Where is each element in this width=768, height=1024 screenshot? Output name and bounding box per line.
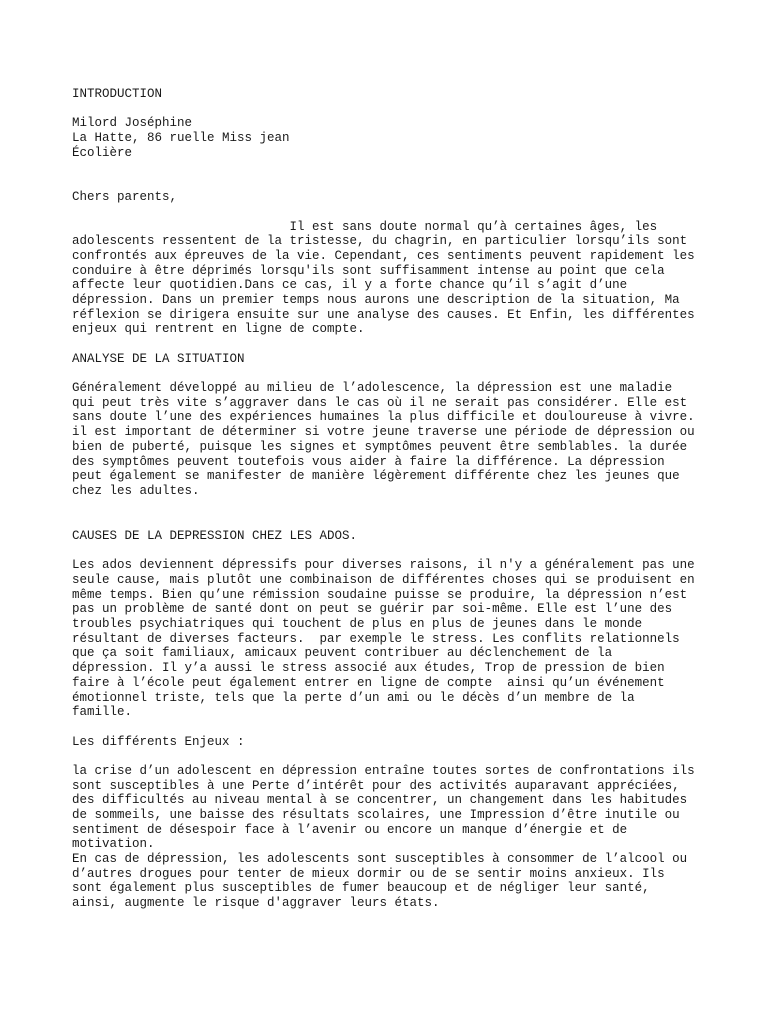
text-line: la crise d’un adolescent en dépression entraîne toutes sortes de confrontations ils (72, 763, 695, 778)
analysis-paragraph (72, 381, 712, 499)
text-line: seule cause, mais plutôt une combinaison de différentes choses qui se produisent en (72, 573, 695, 588)
text-line: d’autres drogues pour tenter de mieux dormir ou de se sentir moins anxieux. Ils (72, 866, 665, 881)
text-line: émotionnel triste, tels que la perte d’un ami ou le décès d’un membre de la (72, 690, 635, 705)
text-line: peut également se manifester de manière légèrement différente chez les jeunes que (72, 469, 680, 484)
text-line: des symptômes peuvent toutefois vous aider à faire la différence. La dépression (72, 454, 665, 469)
text-line: de sommeils, une baisse des résultats scolaires, une Impression d’être inutile ou (72, 808, 680, 823)
text-line: adolescents ressentent de la tristesse, du chagrin, en particulier lorsqu’ils sont (72, 234, 688, 249)
text-line: Généralement développé au milieu de l’adolescence, la dépression est une maladie (72, 381, 673, 396)
text-line: il est important de déterminer si votre jeune traverse une période de dépression ou (72, 425, 695, 440)
text-line: sans doute l’une des expériences humaines la plus difficile et douloureuse à vivre. (72, 410, 695, 425)
sender-name: Milord Joséphine (72, 116, 193, 131)
spacer (72, 749, 712, 764)
text-line: dépression. Il y’a aussi le stress associé aux études, Trop de pression de bien (72, 661, 665, 676)
text-line: ainsi, augmente le risque d'aggraver leurs états. (72, 896, 440, 911)
text-line: résultant de diverses facteurs. par exemple le stress. Les conflits relationnels (72, 631, 680, 646)
spacer (72, 205, 712, 220)
text-line: que ça soit familiaux, amicaux peuvent contribuer au déclenchement de la (72, 646, 613, 661)
text-line: enjeux qui rentrent en ligne de compte. (72, 322, 365, 337)
sender-block (72, 116, 712, 160)
heading-analysis: ANALYSE DE LA SITUATION (72, 351, 245, 366)
text-line: faire à l’école peut également entrer en ligne de compte ainsi qu’un événement (72, 675, 665, 690)
causes-paragraph (72, 558, 712, 720)
spacer (72, 160, 712, 189)
spacer (72, 544, 712, 559)
text-line: conduire à être déprimés lorsqu'ils sont suffisamment intense au point que cela (72, 263, 665, 278)
text-line: chez les adultes. (72, 483, 200, 498)
sender-address: La Hatte, 86 ruelle Miss jean (72, 131, 290, 146)
heading-causes: CAUSES DE LA DEPRESSION CHEZ LES ADOS. (72, 528, 358, 543)
spacer (72, 102, 712, 117)
sender-role: Écolière (72, 145, 133, 160)
spacer (72, 499, 712, 528)
salutation: Chers parents, (72, 190, 178, 205)
text-line: des difficultés au niveau mental à se concentrer, un changement dans les habitudes (72, 793, 688, 808)
text-line: motivation. (72, 837, 155, 852)
intro-paragraph (72, 220, 712, 338)
text-line: troubles psychiatriques qui touchent de plus en plus de jeunes dans le monde (72, 617, 643, 632)
text-line: En cas de dépression, les adolescents sont susceptibles à consommer de l’alcool ou (72, 852, 688, 867)
spacer (72, 366, 712, 381)
spacer (72, 337, 712, 352)
text-line: Il est sans doute normal qu’à certaines âges, les (72, 219, 658, 234)
spacer (72, 720, 712, 735)
text-line: réflexion se dirigera ensuite sur une analyse des causes. Et Enfin, les différentes (72, 307, 695, 322)
stakes-paragraph (72, 764, 712, 911)
text-line: Les ados deviennent dépressifs pour diverses raisons, il n'y a généralement pas une (72, 558, 695, 573)
text-line: confrontés aux épreuves de la vie. Cependant, ces sentiments peuvent rapidement les (72, 248, 695, 263)
text-line: affecte leur quotidien.Dans ce cas, il y a forte chance qu’il s’agit d’une (72, 278, 628, 293)
text-line: qui peut très vite s’aggraver dans le cas où il ne serait pas considérer. Elle est (72, 395, 688, 410)
text-line: même temps. Bien qu’une rémission soudaine puisse se produire, la dépression n’est (72, 587, 688, 602)
text-line: dépression. Dans un premier temps nous aurons une description de la situation, Ma (72, 292, 680, 307)
heading-introduction: INTRODUCTION (72, 87, 163, 101)
text-line: sentiment de désespoir face à l’avenir ou encore un manque d’énergie et de (72, 822, 628, 837)
text-line: bien de puberté, puisque les signes et symptômes peuvent être semblables. la durée (72, 439, 688, 454)
text-line: sont susceptibles à une Perte d’intérêt pour des activités auparavant appréciées, (72, 778, 680, 793)
text-line: sont également plus susceptibles de fumer beaucoup et de négliger leur santé, (72, 881, 650, 896)
text-line: famille. (72, 705, 133, 720)
text-line: pas un problème de santé dont on peut se guérir par soi-même. Elle est l’une des (72, 602, 673, 617)
heading-stakes: Les différents Enjeux : (72, 734, 245, 749)
document-body (72, 87, 712, 911)
